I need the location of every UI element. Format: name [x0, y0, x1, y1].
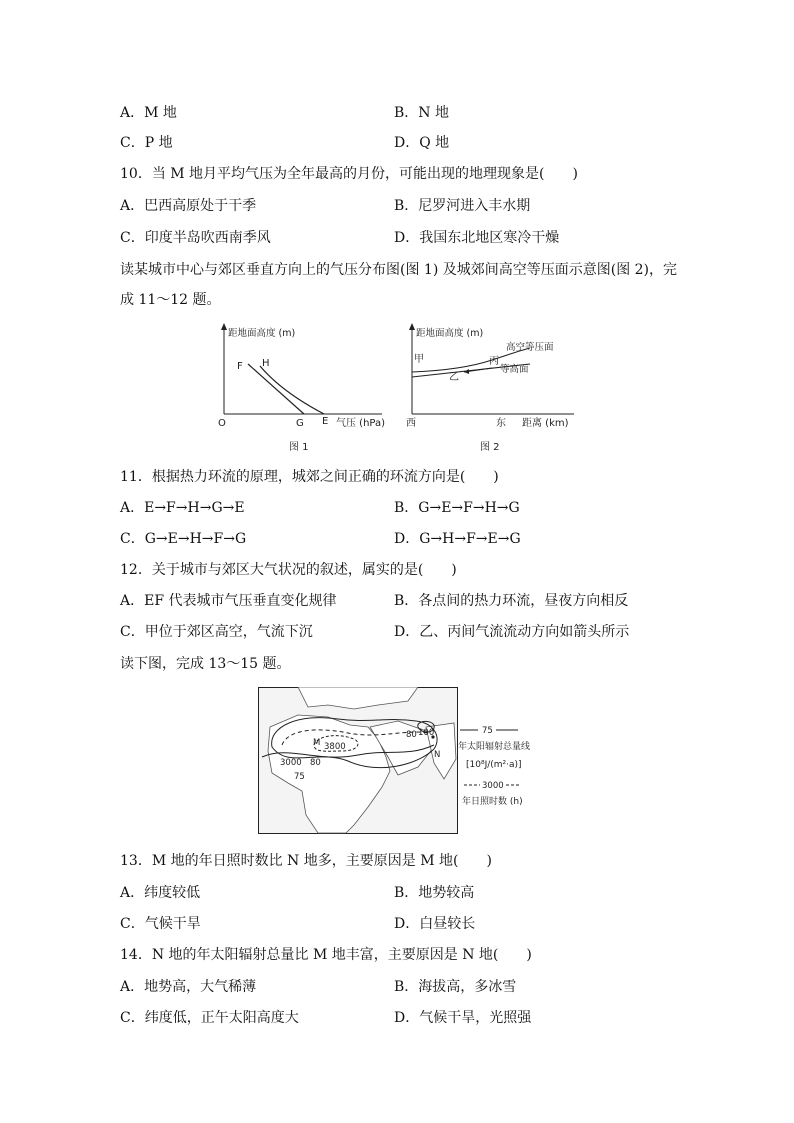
legend-75: 75 [482, 726, 493, 736]
fig1-caption: 图 1 [289, 442, 309, 453]
legend-3000: 3000 [482, 781, 504, 791]
fig2-bing: 丙 [489, 356, 499, 367]
intro-11-12-line1: 读某城市中心与郊区垂直方向上的气压分布图(图 1) 及城郊间高空等压面示意图(图 2)，完 [120, 262, 678, 278]
q13-option-c: C．气候干旱 [120, 916, 201, 932]
fig1-point-h: H [262, 358, 270, 369]
legend-radiation-label: 年太阳辐射总量线 [458, 742, 531, 752]
map-label-100: 100 [418, 728, 435, 738]
fig2-y-axis-label: 距地面高度 (m) [416, 328, 484, 339]
fig1-y-axis-label: 距地面高度 (m) [228, 328, 296, 339]
q14-option-d: D．气候干旱，光照强 [394, 1010, 532, 1026]
q12-option-c: C．甲位于郊区高空，气流下沉 [120, 624, 313, 640]
map-label-80: 80 [310, 758, 321, 768]
map-label-3000: 3000 [280, 758, 302, 768]
q11-option-b: B．G→E→F→H→G [394, 500, 520, 516]
q11-option-a: A．E→F→H→G→E [120, 500, 245, 516]
q14-option-c: C．纬度低，正午太阳高度大 [120, 1010, 299, 1026]
q12-option-a: A．EF 代表城市气压垂直变化规律 [120, 593, 337, 609]
intro-13-15: 读下图，完成 13～15 题。 [120, 656, 291, 672]
map-label-3800: 3800 [324, 742, 346, 752]
q13-option-b: B．地势较高 [394, 885, 475, 901]
fig1-x-axis-label: 气压 (hPa) [336, 418, 386, 429]
map-label-75: 75 [294, 772, 305, 782]
q13-stem: 13．M 地的年日照时数比 N 地多，主要原因是 M 地( ) [120, 853, 492, 869]
q9-option-d: D．Q 地 [394, 135, 450, 151]
fig1-origin: O [218, 418, 226, 429]
map-label-80-east: 80 [406, 730, 417, 740]
q12-stem: 12．关于城市与郊区大气状况的叙述，属实的是( ) [120, 562, 457, 578]
fig2-caption: 图 2 [480, 442, 500, 453]
q14-option-a: A．地势高，大气稀薄 [120, 979, 257, 995]
q14-stem: 14．N 地的年太阳辐射总量比 M 地丰富，主要原因是 N 地( ) [120, 947, 532, 963]
fig2-west: 西 [406, 418, 416, 429]
fig2-jia: 甲 [414, 354, 424, 365]
q12-option-b: B．各点间的热力环流，昼夜方向相反 [394, 593, 629, 609]
q10-option-a: A．巴西高原处于干季 [120, 198, 257, 214]
q12-option-d: D．乙、丙间气流流动方向如箭头所示 [394, 624, 630, 640]
map-legend [456, 724, 546, 814]
fig1-point-e: E [322, 416, 329, 427]
q14-option-b: B．海拔高，多冰雪 [394, 979, 517, 995]
q10-option-b: B．尼罗河进入丰水期 [394, 198, 531, 214]
q10-stem: 10．当 M 地月平均气压为全年最高的月份，可能出现的地理现象是( ) [120, 166, 578, 182]
fig1-point-g: G [296, 418, 304, 429]
solar-radiation-map [258, 687, 458, 834]
q11-option-d: D．G→H→F→E→G [394, 531, 521, 547]
q9-option-a: A．M 地 [120, 105, 177, 121]
fig2-east: 东 [496, 418, 506, 429]
figure-2-isobaric-graph [402, 322, 582, 457]
fig2-yi: 乙 [449, 372, 459, 383]
fig2-x-axis-label: 距离 (km) [522, 418, 569, 429]
intro-11-12-line2: 成 11～12 题。 [120, 292, 221, 308]
map-label-n: N [434, 750, 441, 760]
q13-option-a: A．纬度较低 [120, 885, 201, 901]
q13-option-d: D．白昼较长 [394, 916, 476, 932]
legend-sunshine-label: 年日照时数 (h) [462, 797, 523, 807]
line-he [260, 366, 324, 414]
q11-stem: 11．根据热力环流的原理，城郊之间正确的环流方向是( ) [120, 469, 499, 485]
fig2-contour-label: 等高面 [500, 364, 529, 375]
q9-option-c: C．P 地 [120, 135, 173, 151]
q9-option-b: B．N 地 [394, 105, 449, 121]
fig2-isobaric-label: 高空等压面 [506, 342, 554, 353]
figure-1-pressure-graph [212, 322, 392, 457]
line-fg [248, 364, 304, 414]
q10-option-d: D．我国东北地区寒冷干燥 [394, 230, 560, 246]
q10-option-c: C．印度半岛吹西南季风 [120, 230, 271, 246]
q11-option-c: C．G→E→H→F→G [120, 531, 247, 547]
fig1-point-f: F [237, 361, 243, 372]
legend-radiation-unit: [10⁸J/(m²·a)] [466, 760, 522, 770]
map-label-m: M [313, 738, 321, 748]
